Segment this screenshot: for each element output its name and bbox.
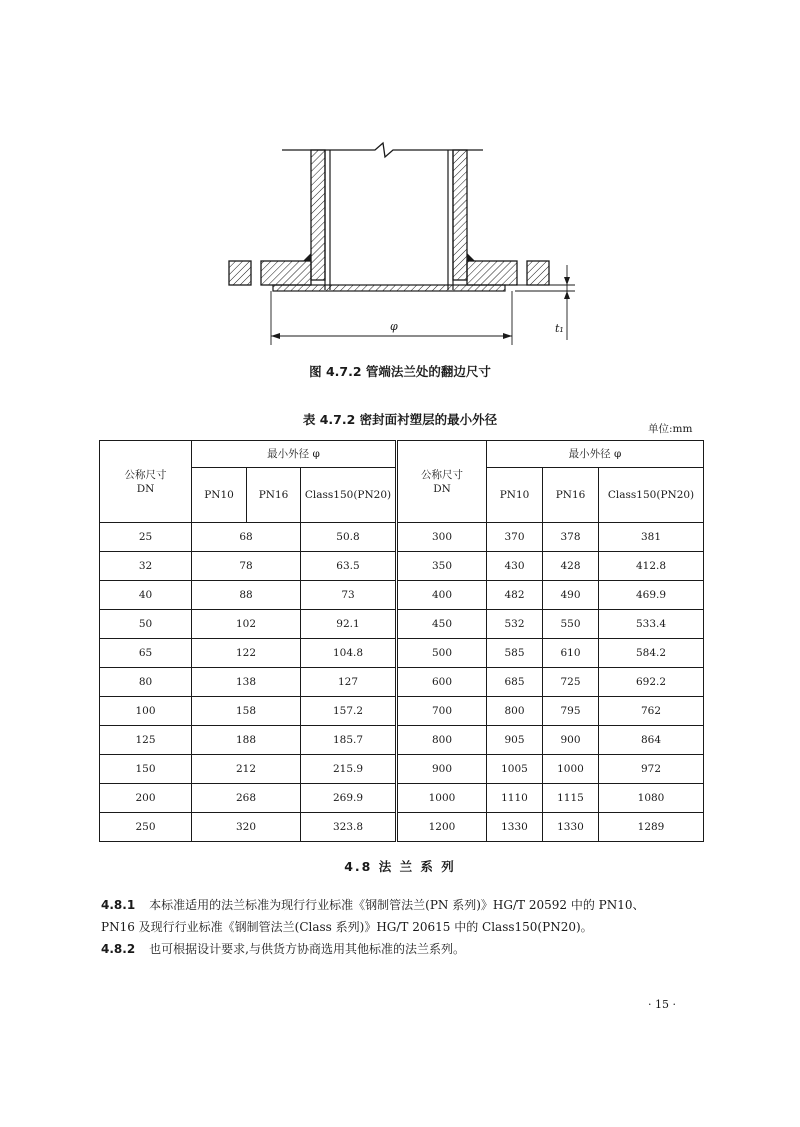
paragraph-4-8-1 (101, 894, 713, 938)
cell-class: 157.2 (301, 697, 397, 726)
cell-class: 972 (599, 755, 704, 784)
header-pn10-left: PN10 (192, 468, 247, 523)
cell-pn16: 490 (543, 581, 599, 610)
cell-class: 269.9 (301, 784, 397, 813)
cell-pn10: 1330 (487, 813, 543, 842)
cell-class: 1289 (599, 813, 704, 842)
flange-left-inner (261, 261, 311, 285)
cell-dn: 32 (100, 552, 192, 581)
cell-pn10: 685 (487, 668, 543, 697)
cell-pn: 88 (192, 581, 301, 610)
cell-class: 73 (301, 581, 397, 610)
cell-pn: 320 (192, 813, 301, 842)
cell-pn10: 585 (487, 639, 543, 668)
cell-pn16: 900 (543, 726, 599, 755)
header-min-left: 最小外径 φ (192, 441, 397, 468)
page-number: · 15 · (648, 998, 676, 1011)
pipe-wall-left (311, 150, 325, 280)
cell-dn: 450 (397, 610, 487, 639)
cell-pn16: 725 (543, 668, 599, 697)
flange-drawing (215, 140, 590, 355)
header-class-left: Class150(PN20) (301, 468, 397, 523)
header-pn16-right: PN16 (543, 468, 599, 523)
cell-pn10: 1110 (487, 784, 543, 813)
section-heading: 4.8 法 兰 系 列 (344, 859, 456, 874)
cell-dn: 400 (397, 581, 487, 610)
cell-class: 92.1 (301, 610, 397, 639)
flared-lining (273, 285, 505, 291)
weld-left (303, 253, 311, 261)
cell-class: 692.2 (599, 668, 704, 697)
cell-pn10: 1005 (487, 755, 543, 784)
cell-class: 104.8 (301, 639, 397, 668)
cell-pn16: 1115 (543, 784, 599, 813)
table-row (100, 697, 704, 726)
header-pn16-left: PN16 (247, 468, 301, 523)
cell-class: 381 (599, 523, 704, 552)
cell-dn: 600 (397, 668, 487, 697)
header-min-right: 最小外径 φ (487, 441, 704, 468)
figure-caption: 图 4.7.2 管端法兰处的翻边尺寸 (309, 364, 491, 379)
table-caption: 表 4.7.2 密封面衬塑层的最小外径 (302, 412, 498, 427)
cell-pn: 102 (192, 610, 301, 639)
cell-pn: 122 (192, 639, 301, 668)
table-row (100, 784, 704, 813)
cell-pn: 78 (192, 552, 301, 581)
flange-figure (215, 140, 590, 355)
cell-dn: 50 (100, 610, 192, 639)
weld-right (467, 253, 475, 261)
cell-pn16: 610 (543, 639, 599, 668)
cell-pn: 158 (192, 697, 301, 726)
flange-left-outer (229, 261, 251, 285)
cell-class: 1080 (599, 784, 704, 813)
cell-dn: 250 (100, 813, 192, 842)
cell-class: 185.7 (301, 726, 397, 755)
header-class-right: Class150(PN20) (599, 468, 704, 523)
unit-label: 单位:mm (648, 423, 693, 435)
table-row (100, 639, 704, 668)
cell-dn: 25 (100, 523, 192, 552)
table-row (100, 552, 704, 581)
table-row (100, 726, 704, 755)
cell-dn: 80 (100, 668, 192, 697)
table-row (100, 668, 704, 697)
table-row (100, 523, 704, 552)
cell-class: 323.8 (301, 813, 397, 842)
table-row (100, 610, 704, 639)
cell-pn16: 795 (543, 697, 599, 726)
flange-right-inner (467, 261, 517, 285)
phi-dimension-label: φ (390, 320, 398, 333)
min-outer-diameter-table (99, 440, 703, 842)
cell-class: 533.4 (599, 610, 704, 639)
cell-dn: 500 (397, 639, 487, 668)
cell-class: 412.8 (599, 552, 704, 581)
cell-pn: 188 (192, 726, 301, 755)
cell-pn10: 430 (487, 552, 543, 581)
header-dn-label: 公称尺寸 (124, 468, 167, 481)
cell-pn10: 482 (487, 581, 543, 610)
header-dn-right (397, 441, 487, 523)
cell-dn: 150 (100, 755, 192, 784)
cell-class: 584.2 (599, 639, 704, 668)
pipe-wall-right (453, 150, 467, 280)
cell-pn16: 378 (543, 523, 599, 552)
cell-pn10: 905 (487, 726, 543, 755)
table-row (100, 813, 704, 842)
cell-pn10: 370 (487, 523, 543, 552)
cell-class: 127 (301, 668, 397, 697)
cell-class: 63.5 (301, 552, 397, 581)
cell-dn: 125 (100, 726, 192, 755)
cell-class: 215.9 (301, 755, 397, 784)
cell-pn: 212 (192, 755, 301, 784)
cell-dn: 700 (397, 697, 487, 726)
cell-dn: 100 (100, 697, 192, 726)
cell-dn: 200 (100, 784, 192, 813)
header-dn-left (100, 441, 192, 523)
t1-dimension-label: t₁ (555, 322, 564, 335)
cell-pn16: 1330 (543, 813, 599, 842)
cell-pn10: 800 (487, 697, 543, 726)
cell-pn: 68 (192, 523, 301, 552)
paragraph-4-8-2 (101, 938, 713, 960)
cell-dn: 1000 (397, 784, 487, 813)
cell-dn: 40 (100, 581, 192, 610)
cell-dn: 900 (397, 755, 487, 784)
header-pn10-right: PN10 (487, 468, 543, 523)
cell-dn: 350 (397, 552, 487, 581)
cell-dn: 1200 (397, 813, 487, 842)
cell-dn: 800 (397, 726, 487, 755)
header-dn-sub: DN (136, 482, 155, 495)
clause-number: 4.8.1 (101, 898, 136, 912)
cell-class: 469.9 (599, 581, 704, 610)
clause-text-line2: PN16 及现行行业标准《钢制管法兰(Class 系列)》HG/T 20615 中的 Class150(PN20)。 (101, 920, 593, 934)
table-row (100, 755, 704, 784)
cell-class: 50.8 (301, 523, 397, 552)
cell-pn16: 550 (543, 610, 599, 639)
cell-pn: 268 (192, 784, 301, 813)
flange-right-outer (527, 261, 549, 285)
cell-pn10: 532 (487, 610, 543, 639)
cell-dn: 300 (397, 523, 487, 552)
header-dn-label: 公称尺寸 (421, 468, 463, 481)
header-dn-sub: DN (433, 482, 451, 495)
cell-dn: 65 (100, 639, 192, 668)
cell-class: 864 (599, 726, 704, 755)
cell-pn16: 428 (543, 552, 599, 581)
clause-number: 4.8.2 (101, 942, 136, 956)
cell-pn: 138 (192, 668, 301, 697)
table-row (100, 581, 704, 610)
clause-text: 也可根据设计要求,与供货方协商选用其他标准的法兰系列。 (149, 942, 465, 956)
clause-text-line1: 本标准适用的法兰标准为现行行业标准《钢制管法兰(PN 系列)》HG/T 20592 中的 PN10、 (149, 898, 645, 912)
cell-pn16: 1000 (543, 755, 599, 784)
cell-class: 762 (599, 697, 704, 726)
